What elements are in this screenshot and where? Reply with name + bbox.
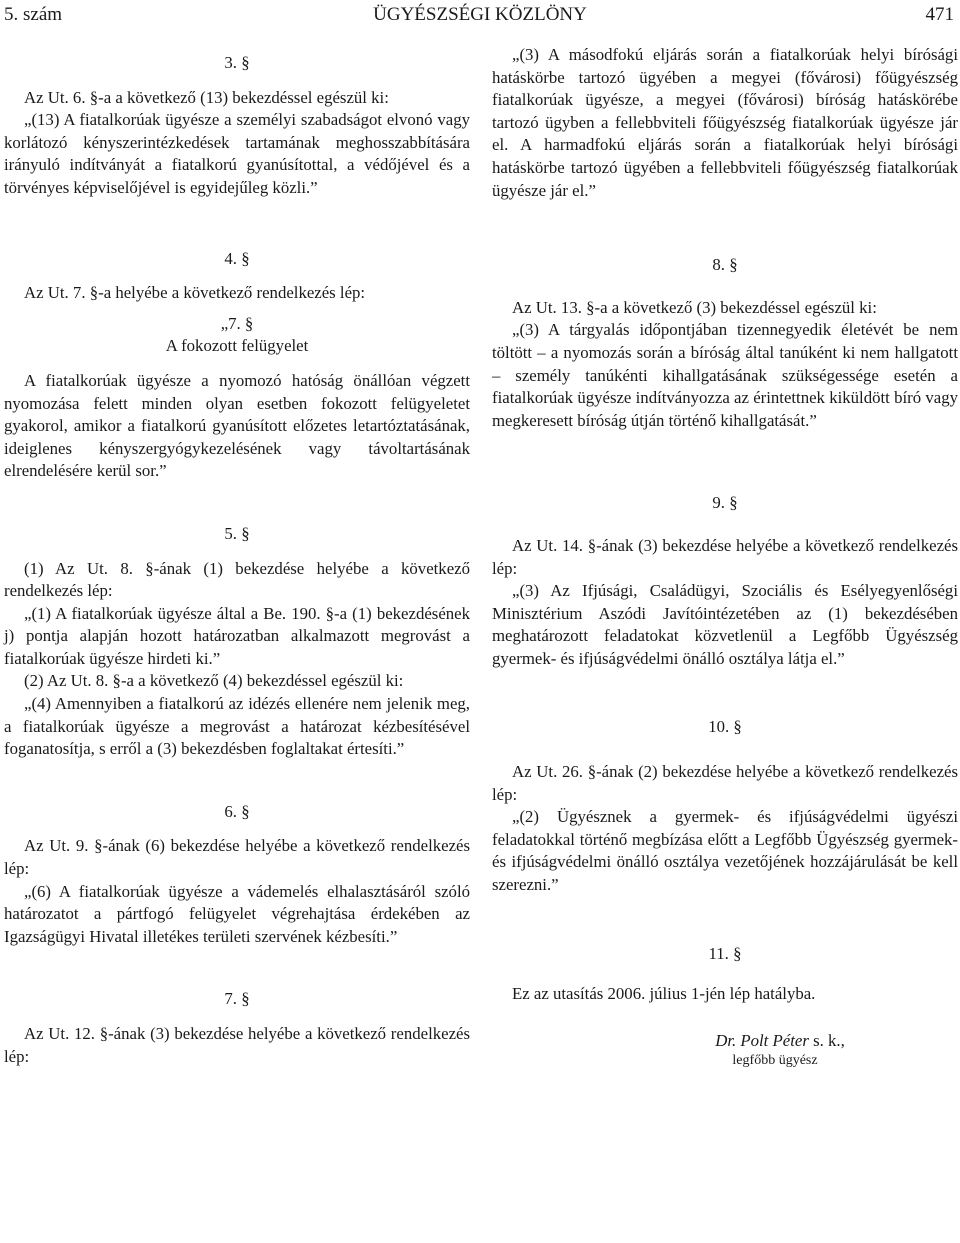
- section-3-heading: 3. §: [224, 53, 250, 72]
- section-11-text: Ez az utasítás 2006. július 1-jén lép hatályba.: [512, 984, 816, 1004]
- journal-title: ÜGYÉSZSÉGI KÖZLÖNY: [373, 4, 587, 25]
- section-8-heading: 8. §: [712, 255, 738, 275]
- section-7-intro: Az Ut. 12. §-ának (3) bekezdése helyébe a következő rendelkezés lép:: [4, 1024, 470, 1066]
- section-10-quote: „(2) Ügyésznek a gyermek- és ifjúságvédelmi ügyészi feladatokkal történő megbízása előtt a Legfőbb Ügyészség gyermek- és ifjúságvédelmi önálló osztálya vezetőjének hozzájárulását be kell szerezni.”: [492, 807, 958, 895]
- page-header: [0, 0, 960, 30]
- section-9-intro: Az Ut. 14. §-ának (3) bekezdése helyébe a következő rendelkezés lép:: [492, 535, 958, 578]
- section-8-intro: Az Ut. 13. §-a a következő (3) bekezdéssel egészül ki:: [512, 297, 877, 317]
- signature-line: [602, 1030, 958, 1053]
- signatory-name: Dr. Polt Péter: [715, 1030, 809, 1050]
- section-6-quote: „(6) A fiatalkorúak ügyésze a vádemelés elhalasztásáról szóló határozatot a pártfogó felügyelet végrehajtása érdekében az Igazságügyi Hivatal illetékes területi szervének kézbesíti.”: [4, 881, 470, 946]
- page-number: 471: [925, 4, 954, 25]
- section-6-heading: 6. §: [224, 801, 250, 821]
- section-4-quote-title: A fokozott felügyelet: [165, 336, 309, 356]
- section-6-intro: Az Ut. 9. §-ának (6) bekezdése helyébe a következő rendelkezés lép:: [4, 836, 470, 879]
- section-5-paragraph-4: „(4) Amennyiben a fiatalkorú az idézés ellenére nem jelenik meg, a fiatalkorúak ügyésze a megrovást a határozat kézbesítésével foganatosítja, s erről a (3) bekezdésben foglaltakat értesíti.”: [4, 694, 470, 759]
- section-4-intro: Az Ut. 7. §-a helyébe a következő rendelkezés lép:: [24, 283, 366, 303]
- section-10-intro: Az Ut. 26. §-ának (2) bekezdése helyébe a következő rendelkezés lép:: [492, 762, 958, 804]
- section-4-quote: A fiatalkorúak ügyésze a nyomozó hatóság önállóan végzett nyomozása felett minden olyan esetben fokozott felügyeletet gyakorol, amikor a fiatalkorú gyanúsított előzetes letartóztatásának, ideiglenes kényszergyógykezelésének vagy távoltartásának elrendelésére kerül sor.”: [4, 370, 470, 481]
- section-4-quote-heading: „7. §: [220, 313, 254, 333]
- section-9-heading: 9. §: [712, 493, 738, 513]
- section-3-intro: Az Ut. 6. §-a a következő (13) bekezdéssel egészül ki:: [24, 87, 389, 107]
- left-column: [4, 52, 470, 1068]
- section-5-paragraph-1: (1) Az Ut. 8. §-ának (1) bekezdése helyébe a következő rendelkezés lép:: [4, 558, 470, 601]
- section-7-heading: 7. §: [224, 989, 250, 1009]
- section-3-quote: „(13) A fiatalkorúak ügyésze a személyi szabadságot elvonó vagy korlátozó kényszerintézkedések tartamának meghosszabbítására irányuló indítványát a fiatalkorú gyanúsítottal, a védőjével és a törvényes képviselőjével is egyidejűleg közli.”: [4, 110, 470, 197]
- section-9-quote: „(3) Az Ifjúsági, Családügyi, Szociális és Esélyegyenlőségi Minisztérium Aszódi Javítóintézetében az (1) bekezdésében meghatározott feladatokat közvetlenül a Legfőbb Ügyészség gyermek- és ifjúságvédelmi önálló osztálya látja el.”: [492, 581, 958, 668]
- section-11-heading: 11. §: [708, 943, 742, 963]
- section-7-continuation-quote: „(3) A másodfokú eljárás során a fiatalkorúak helyi bírósági hatáskörbe tartozó ügyében a megyei (fővárosi) főügyészség fiatalkorúak ügyésze, a megyei (fővárosi) bíróság hatáskörébe tartozó ügyben a fellebbviteli főügyészség fiatalkorúak ügyésze jár el. A harmadfokú eljárás során a fiatalkorúak helyi bírósági hatáskörbe tartozó ügyében a fellebbviteli főügyészség fiatalkorúak ügyésze jár el.”: [492, 45, 958, 200]
- section-5-paragraph-3: (2) Az Ut. 8. §-a a következő (4) bekezdéssel egészül ki:: [24, 671, 404, 691]
- signature-suffix: s. k.,: [808, 1030, 845, 1050]
- section-8-quote: „(3) A tárgyalás időpontjában tizennegyedik életévét be nem töltött – a nyomozás során a bíróság által tanúként ki nem hallgatott – személy tanúkénti kihallgatásának szükségessége esetén a fiatalkorúak ügyésze indítványozza az érintettnek kiküldött bíró vagy megkeresett bíróság útján történő kihallgatását.”: [492, 320, 958, 430]
- section-5-paragraph-2: „(1) A fiatalkorúak ügyésze által a Be. 190. §-a (1) bekezdésének j) pontja alapján hozott határozatban alkalmazott megrovást a fiatalkorúak ügyésze hirdeti ki.”: [4, 603, 470, 668]
- signatory-title: legfőbb ügyész: [732, 1053, 818, 1069]
- section-5-heading: 5. §: [224, 523, 250, 543]
- right-column: [492, 45, 958, 1070]
- section-4-heading: 4. §: [224, 248, 250, 268]
- issue-number: 5. szám: [4, 4, 63, 25]
- section-10-heading: 10. §: [708, 717, 742, 737]
